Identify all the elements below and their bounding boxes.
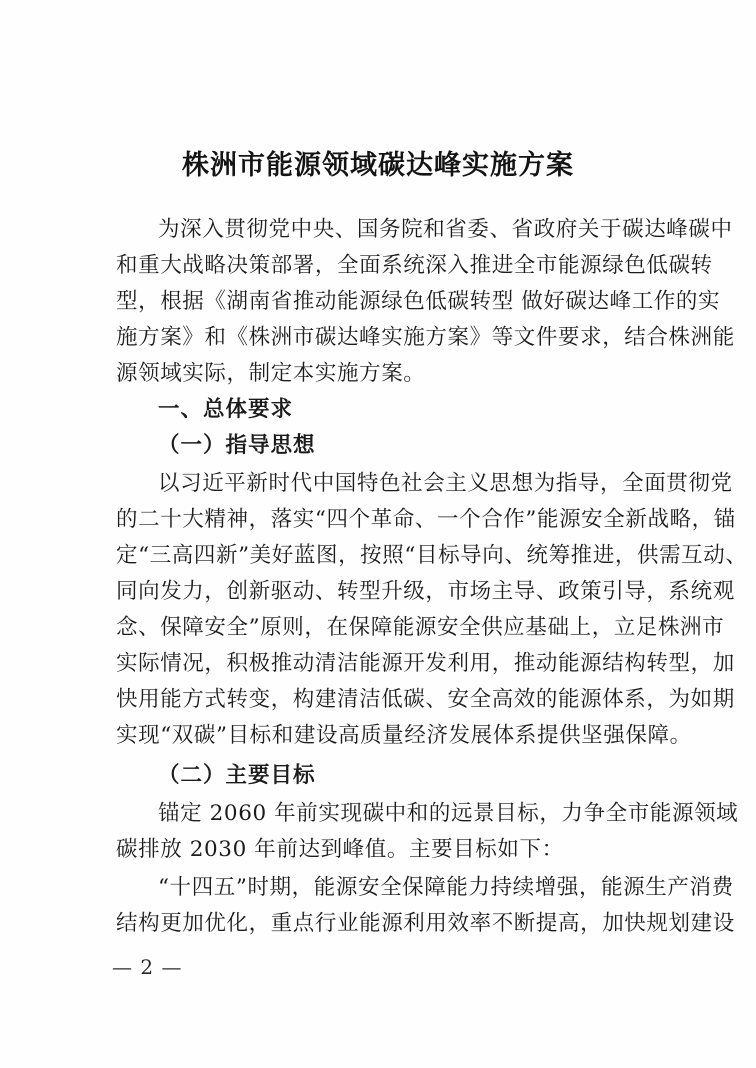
- page-number: — 2 —: [112, 955, 183, 979]
- paragraph-line: 实现“双碳”目标和建设高质量经济发展体系提供坚强保障。: [116, 723, 692, 748]
- paragraph-line: 快用能方式转变，构建清洁低碳、安全高效的能源体系，为如期: [116, 687, 735, 712]
- paragraph-line: 型，根据《湖南省推动能源绿色低碳转型 做好碳达峰工作的实: [116, 289, 721, 314]
- paragraph-line: 和重大战略决策部署，全面系统深入推进全市能源绿色低碳转: [116, 253, 713, 278]
- paragraph-line: “十四五”时期，能源安全保障能力持续增强，能源生产消费: [158, 875, 734, 900]
- paragraph-line: 同向发力，创新驱动、转型升级，市场主导、政策引导，系统观: [116, 579, 735, 604]
- paragraph-line: 为深入贯彻党中央、国务院和省委、省政府关于碳达峰碳中: [158, 217, 733, 242]
- paragraph-line: 实际情况，积极推动清洁能源开发利用，推动能源结构转型，加: [116, 651, 735, 676]
- paragraph-line: 念、保障安全”原则，在保障能源安全供应基础上，立足株洲市: [116, 615, 725, 640]
- subsection-heading: （二）主要目标: [158, 763, 316, 788]
- paragraph-line: 源领域实际，制定本实施方案。: [116, 361, 426, 386]
- section-heading: 一、总体要求: [158, 397, 294, 422]
- subsection-heading: （一）指导思想: [158, 433, 316, 458]
- paragraph-line: 锚定 2060 年前实现碳中和的远景目标，力争全市能源领域: [158, 801, 739, 826]
- document-title: 株洲市能源领域碳达峰实施方案: [182, 150, 574, 181]
- paragraph-line: 以习近平新时代中国特色社会主义思想为指导，全面贯彻党: [158, 471, 733, 496]
- paragraph-line: 碳排放 2030 年前达到峰值。主要目标如下：: [116, 837, 564, 862]
- paragraph-line: 结构更加优化，重点行业能源利用效率不断提高，加快规划建设: [116, 911, 735, 936]
- paragraph-line: 的二十大精神，落实“四个革命、一个合作”能源安全新战略，锚: [116, 507, 736, 532]
- paragraph-line: 定“三高四新”美好蓝图，按照“目标导向、统筹推进，供需互动、: [116, 543, 748, 568]
- paragraph-line: 施方案》和《株洲市碳达峰实施方案》等文件要求，结合株洲能: [116, 325, 735, 350]
